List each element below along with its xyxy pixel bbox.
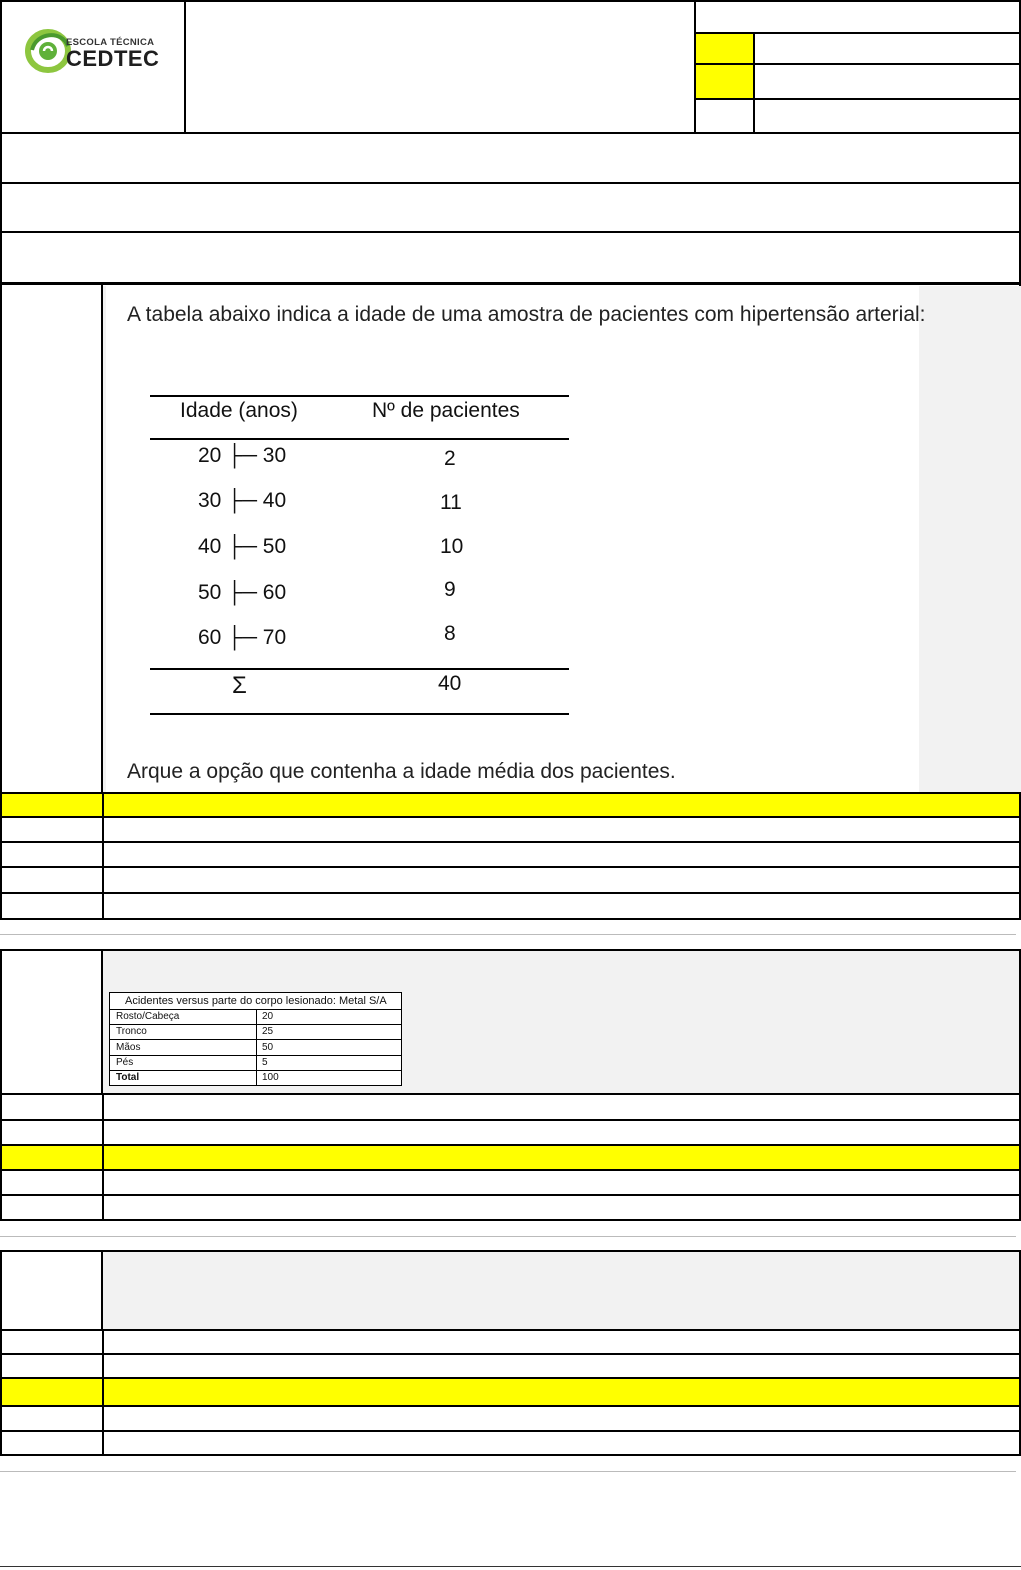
accident-value: 25 <box>262 1026 274 1037</box>
question-separator <box>0 1236 1016 1237</box>
option-letter-cell <box>2 1171 104 1194</box>
answer-option-row[interactable] <box>0 1355 1021 1379</box>
highlight-cell <box>696 34 753 63</box>
accident-part: Mãos <box>116 1042 141 1053</box>
header-divider <box>694 98 1021 100</box>
accident-value: 20 <box>262 1011 274 1022</box>
table-rule <box>150 438 569 440</box>
option-letter-cell <box>2 818 104 841</box>
option-letter-cell <box>2 868 104 892</box>
header-divider <box>753 32 755 134</box>
answer-option-row[interactable] <box>0 894 1021 920</box>
table-cell-age: 40 ├─ 50 <box>198 535 287 558</box>
table-cell-count: 10 <box>440 535 464 558</box>
table-cell-count: 11 <box>440 491 462 514</box>
table-rule <box>256 1009 257 1086</box>
answer-option-row[interactable] <box>0 818 1021 843</box>
question-separator <box>0 1471 1016 1472</box>
accident-part: Rosto/Cabeça <box>116 1011 180 1022</box>
accident-part: Pés <box>116 1057 134 1068</box>
option-letter-cell <box>2 1379 104 1405</box>
answer-option-row[interactable] <box>0 794 1021 818</box>
question3-content <box>103 1252 1019 1329</box>
logo-brand: CEDTEC <box>66 46 160 71</box>
option-letter-cell <box>2 794 104 816</box>
option-letter-cell <box>2 1331 104 1353</box>
accident-part: Tronco <box>116 1026 147 1037</box>
table-rule <box>150 668 569 670</box>
option-letter-cell <box>2 1095 104 1119</box>
header-divider <box>0 182 1021 184</box>
table-cell-count: 8 <box>444 622 456 645</box>
question1-intro: A tabela abaixo indica a idade de uma amostra de pacientes com hipertensão arterial: <box>127 303 926 326</box>
table-cell-age: 50 ├─ 60 <box>198 581 287 604</box>
header-divider <box>184 0 186 134</box>
table-cell-age: 20 ├─ 30 <box>198 444 287 467</box>
accident-part: Total <box>116 1072 140 1083</box>
table-cell-count: 2 <box>444 447 456 470</box>
table-rule <box>150 395 569 397</box>
question1-prompt: Arque a opção que contenha a idade média dos pacientes. <box>127 760 676 783</box>
answer-option-row[interactable] <box>0 1379 1021 1407</box>
option-letter-cell <box>2 1407 104 1430</box>
answer-option-row[interactable] <box>0 1407 1021 1432</box>
answer-option-row[interactable] <box>0 843 1021 868</box>
option-letter-cell <box>2 1146 104 1169</box>
question-number-divider <box>101 1250 103 1331</box>
answer-option-row[interactable] <box>0 1331 1021 1355</box>
question-separator <box>0 934 1016 935</box>
table-cell-age: 60 ├─ 70 <box>198 626 287 649</box>
option-letter-cell <box>2 894 104 918</box>
question-number-divider <box>101 949 103 1095</box>
accident-value: 5 <box>262 1057 268 1068</box>
page-bottom-rule <box>0 1566 1021 1567</box>
accident-value: 50 <box>262 1042 274 1053</box>
answer-option-row[interactable] <box>0 1146 1021 1171</box>
logo-top-text: ESCOLA TÉCNICA <box>66 37 155 48</box>
answer-option-row[interactable] <box>0 1196 1021 1221</box>
accident-value: 100 <box>262 1072 279 1083</box>
table-header-age: Idade (anos) <box>180 399 298 422</box>
option-letter-cell <box>2 1432 104 1454</box>
option-letter-cell <box>2 1121 104 1144</box>
answer-option-row[interactable] <box>0 1432 1021 1456</box>
table-cell-count: 9 <box>444 578 456 601</box>
answer-option-row[interactable] <box>0 1171 1021 1196</box>
accident-table-title: Acidentes versus parte do corpo lesionado: Metal S/A <box>125 995 387 1007</box>
option-letter-cell <box>2 843 104 866</box>
option-letter-cell <box>2 1196 104 1219</box>
table-total-label: Σ <box>232 672 247 699</box>
answer-option-row[interactable] <box>0 1121 1021 1146</box>
highlight-cell <box>696 65 753 98</box>
option-letter-cell <box>2 1355 104 1377</box>
answer-option-row[interactable] <box>0 1095 1021 1121</box>
answer-option-row[interactable] <box>0 868 1021 894</box>
header-divider <box>0 231 1021 233</box>
header-divider <box>0 132 1021 134</box>
table-header-count: Nº de pacientes <box>372 399 520 422</box>
table-rule <box>150 713 569 715</box>
table-total-value: 40 <box>438 672 462 695</box>
table-cell-age: 30 ├─ 40 <box>198 489 287 512</box>
